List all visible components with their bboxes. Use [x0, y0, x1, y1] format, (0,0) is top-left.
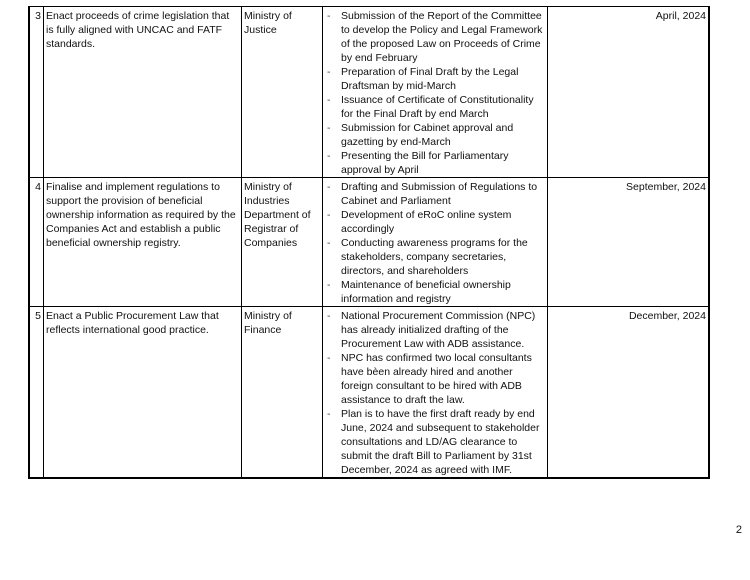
deadline-cell: September, 2024 [548, 178, 710, 307]
steps-list [325, 9, 545, 177]
steps-list [325, 180, 545, 306]
table-row [29, 7, 709, 178]
dash-bullet-icon: - [327, 310, 331, 322]
deadline-cell: April, 2024 [548, 7, 710, 178]
page-number: 2 [735, 524, 742, 536]
action-plan-table [28, 6, 710, 479]
step-text: Maintenance of beneficial ownership information and registry [341, 279, 511, 305]
dash-bullet-icon: - [327, 408, 331, 420]
dash-bullet-icon: - [327, 10, 331, 22]
action-cell: Enact proceeds of crime legislation that is fully aligned with UNCAC and FATF standards. [44, 7, 242, 178]
list-item [325, 278, 545, 306]
dash-bullet-icon: - [327, 122, 331, 134]
list-item [325, 149, 545, 177]
step-text: National Procurement Commission (NPC) has already initialized drafting of the Procurement Law with ADB assistance. [341, 310, 536, 350]
list-item [325, 236, 545, 278]
dash-bullet-icon: - [327, 209, 331, 221]
action-cell: Enact a Public Procurement Law that reflects international good practice. [44, 307, 242, 479]
step-text: Conducting awareness programs for the stakeholders, company secretaries, directors, and shareholders [341, 237, 528, 277]
dash-bullet-icon: - [327, 94, 331, 106]
list-item [325, 351, 545, 407]
list-item [325, 121, 545, 149]
step-text: Submission for Cabinet approval and gazetting by end-March [341, 122, 514, 148]
agency-cell: Ministry of Justice [242, 7, 323, 178]
table-row [29, 178, 709, 307]
steps-cell [323, 178, 548, 307]
list-item [325, 65, 545, 93]
dash-bullet-icon: - [327, 150, 331, 162]
step-text: Submission of the Report of the Committee to develop the Policy and Legal Framework of the proposed Law on Proceeds of Crime by end February [341, 10, 543, 64]
steps-cell [323, 7, 548, 178]
deadline-cell: December, 2024 [548, 307, 710, 479]
list-item [325, 407, 545, 477]
dash-bullet-icon: - [327, 279, 331, 291]
steps-list [325, 309, 545, 477]
agency-cell: Ministry of Industries Department of Registrar of Companies [242, 178, 323, 307]
step-text: NPC has confirmed two local consultants have bèen already hired and another foreign consultant to be hired with ADB assistance to draft the law. [341, 352, 532, 406]
dash-bullet-icon: - [327, 237, 331, 249]
step-text: Development of eRoC online system accordingly [341, 209, 512, 235]
table-row [29, 307, 709, 479]
step-text: Presenting the Bill for Parliamentary approval by April [341, 150, 509, 176]
row-number: 5 [29, 307, 44, 479]
list-item [325, 309, 545, 351]
list-item [325, 9, 545, 65]
list-item [325, 208, 545, 236]
step-text: Drafting and Submission of Regulations to Cabinet and Parliament [341, 181, 538, 207]
dash-bullet-icon: - [327, 352, 331, 364]
steps-cell [323, 307, 548, 479]
row-number: 3 [29, 7, 44, 178]
step-text: Issuance of Certificate of Constitutionality for the Final Draft by end March [341, 94, 534, 120]
dash-bullet-icon: - [327, 66, 331, 78]
step-text: Plan is to have the first draft ready by end June, 2024 and subsequent to stakeholder consultations and LD/AG clearance to submit the draft Bill to Parliament by 31st December, 2024 as agreed with IMF. [341, 408, 540, 476]
list-item [325, 93, 545, 121]
row-number: 4 [29, 178, 44, 307]
list-item [325, 180, 545, 208]
agency-cell: Ministry of Finance [242, 307, 323, 479]
step-text: Preparation of Final Draft by the Legal Draftsman by mid-March [341, 66, 519, 92]
action-cell: Finalise and implement regulations to support the provision of beneficial ownership information as required by the Companies Act and establish a public beneficial ownership registry. [44, 178, 242, 307]
dash-bullet-icon: - [327, 181, 331, 193]
